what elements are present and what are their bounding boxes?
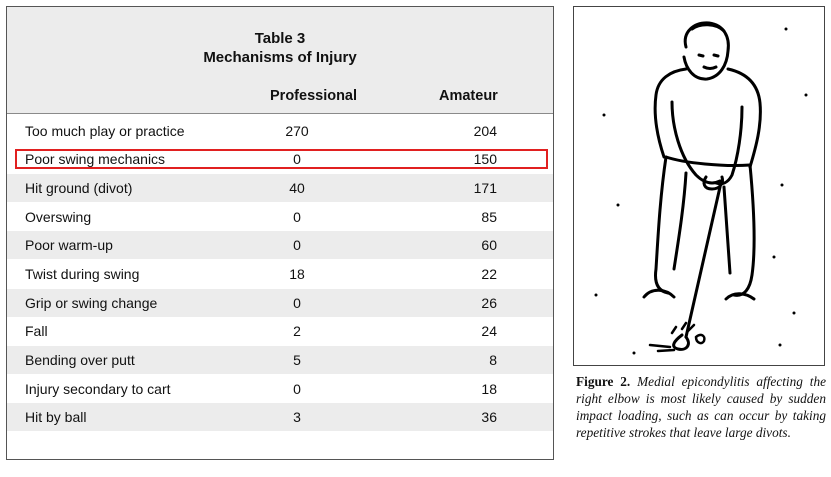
column-header-amateur: Amateur [439, 88, 498, 104]
professional-value: 40 [289, 180, 305, 196]
figure-label: Figure 2. [576, 374, 631, 389]
row-label: Grip or swing change [25, 295, 158, 311]
professional-value: 0 [293, 295, 301, 311]
amateur-value: 36 [481, 409, 497, 425]
table-header [7, 7, 553, 114]
table-row [7, 231, 553, 259]
table-row [7, 375, 553, 403]
row-label: Poor swing mechanics [25, 151, 166, 167]
professional-value: 3 [293, 409, 301, 425]
professional-value: 2 [293, 323, 301, 339]
professional-value: 0 [293, 237, 301, 253]
amateur-value: 204 [473, 123, 497, 139]
row-label: Too much play or practice [25, 123, 185, 139]
professional-value: 270 [285, 123, 309, 139]
professional-value: 0 [293, 381, 301, 397]
golfer-illustration [573, 6, 825, 366]
row-label: Twist during swing [25, 266, 140, 282]
amateur-value: 85 [481, 209, 497, 225]
professional-value: 0 [293, 209, 301, 225]
figure-caption-text: Medial epicondylitis affecting the right elbow is most likely caused by sudden impact loading, such as can occur by taking repetitive strokes that leave large divots. [576, 374, 826, 440]
row-label: Fall [25, 323, 48, 339]
amateur-value: 18 [481, 381, 497, 397]
table-row [7, 117, 553, 145]
amateur-value: 60 [481, 237, 497, 253]
amateur-value: 24 [481, 323, 497, 339]
row-label: Hit by ball [25, 409, 87, 425]
row-label: Bending over putt [25, 352, 135, 368]
professional-value: 18 [289, 266, 305, 282]
row-label: Hit ground (divot) [25, 180, 133, 196]
row-label: Poor warm-up [25, 237, 113, 253]
mechanisms-table [6, 6, 554, 460]
table-row [7, 289, 553, 317]
table-row [7, 317, 553, 345]
table-row [7, 403, 553, 431]
amateur-value: 22 [481, 266, 497, 282]
table-row [7, 260, 553, 288]
amateur-value: 26 [481, 295, 497, 311]
table-title: Mechanisms of Injury [203, 49, 357, 66]
amateur-value: 8 [489, 352, 497, 368]
golfer-drawing [574, 7, 824, 365]
table-number: Table 3 [254, 30, 306, 47]
table-row [7, 346, 553, 374]
row-label: Injury secondary to cart [25, 381, 171, 397]
amateur-value: 150 [473, 151, 497, 167]
professional-value: 5 [293, 352, 301, 368]
amateur-value: 171 [473, 180, 497, 196]
figure-caption [576, 373, 826, 441]
highlight-box [15, 149, 548, 169]
professional-value: 0 [293, 151, 301, 167]
table-row [7, 203, 553, 231]
table-row [7, 174, 553, 202]
row-label: Overswing [25, 209, 92, 225]
column-header-professional: Professional [270, 88, 358, 104]
